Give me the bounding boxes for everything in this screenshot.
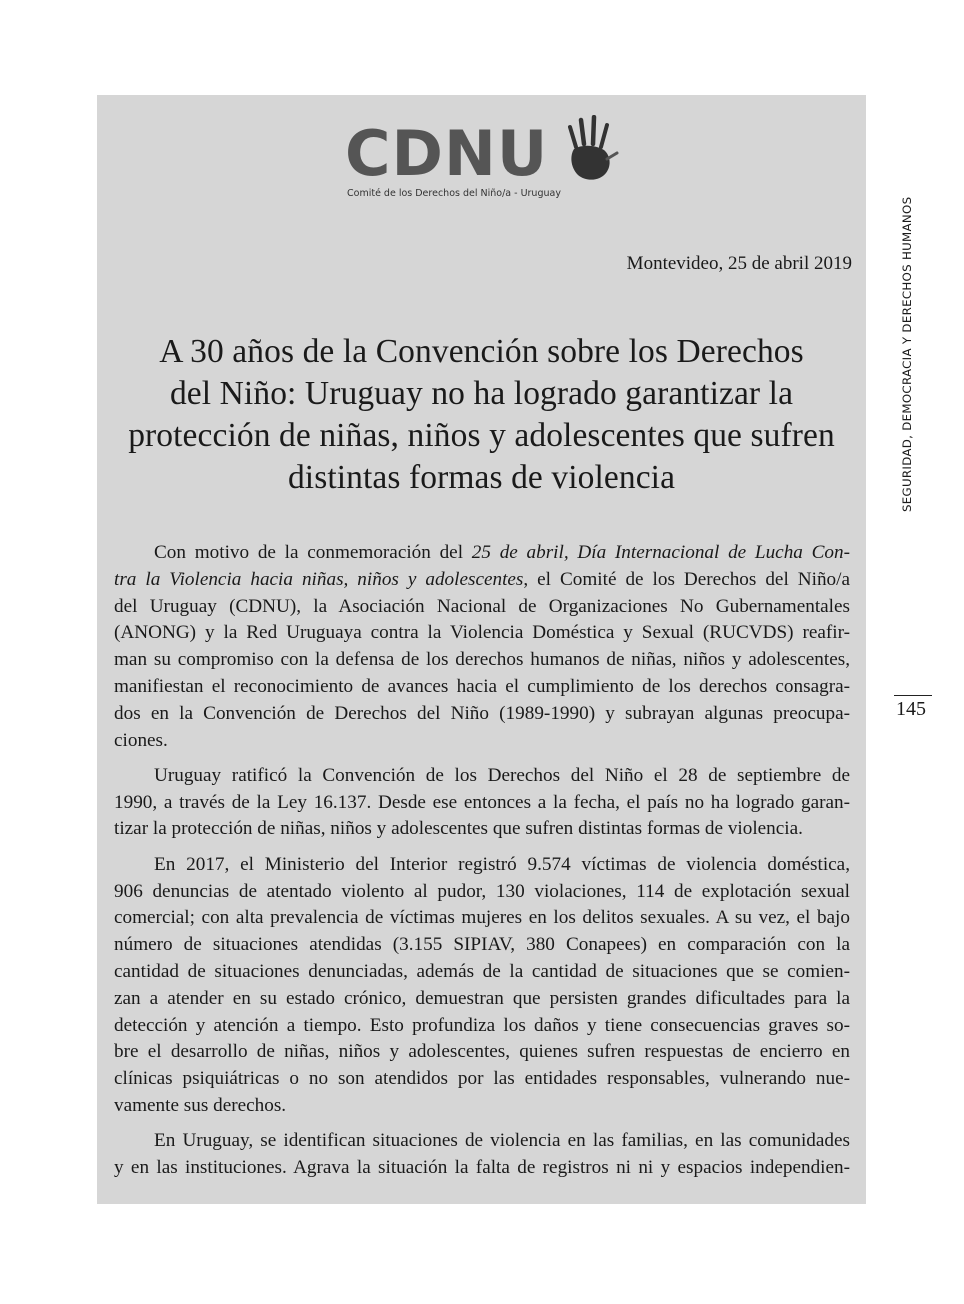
- paragraph-3: [114, 852, 850, 1120]
- logo-wordmark: CDNU: [345, 117, 549, 190]
- letter-body: [114, 540, 850, 1190]
- text-line: bre el desarrollo de niñas, niños y adolescentes, quienes sufren respuestas de encierro en: [114, 1041, 850, 1063]
- cdnu-logo: [345, 115, 625, 205]
- text-line: dos en la Convención de Derechos del Niño (1989-1990) y subrayan algunas preocupa-: [114, 702, 850, 724]
- text-line: 906 denuncias de atentado violento al pudor, 130 violaciones, 114 de explotación sexual: [114, 880, 850, 902]
- page-number-rule: [894, 695, 932, 696]
- section-side-label: SEGURIDAD, DEMOCRACIA Y DERECHOS HUMANOS: [900, 196, 914, 512]
- text-line: [114, 540, 850, 567]
- italic-run: tra la Violencia hacia niñas, niños y adolescentes: [114, 568, 524, 590]
- title-line: protección de niñas, niños y adolescentes que sufren: [128, 417, 835, 454]
- paragraph-4: [114, 1128, 850, 1182]
- paragraph-1: [114, 540, 850, 754]
- title-line: del Niño: Uruguay no ha logrado garantizar la: [169, 375, 794, 412]
- hand-icon: [560, 115, 620, 185]
- text-line: del Uruguay (CDNU), la Asociación Nacional de Organizaciones No Gubernamentales: [114, 595, 850, 617]
- text-line: manifiestan el reconocimiento de avances hacia el cumplimiento de los derechos consagra-: [114, 675, 850, 697]
- text-line: tizar la protección de niñas, niños y adolescentes que sufren distintas formas de violencia.: [114, 818, 803, 840]
- text-line: cantidad de situaciones denunciadas, además de la cantidad de situaciones que se comien-: [114, 960, 850, 982]
- text-line: (ANONG) y la Red Uruguaya contra la Violencia Doméstica y Sexual (RUCVDS) reafir-: [114, 622, 850, 644]
- paragraph-2: [114, 763, 850, 843]
- text-line: vamente sus derechos.: [114, 1094, 287, 1116]
- text-line: clínicas psiquiátricas o no son atendidos por las entidades responsables, vulnerando nue-: [114, 1068, 850, 1090]
- text-line: zan a atender en su estado crónico, demuestran que persisten grandes dificultades para la: [114, 987, 850, 1009]
- text-line: Uruguay ratificó la Convención de los Derechos del Niño el 28 de septiembre de: [154, 764, 850, 786]
- text-line: [114, 567, 850, 594]
- letter-panel: [97, 95, 866, 1204]
- page-number: 145: [896, 698, 926, 720]
- text-run: Con motivo de la conmemoración del: [154, 542, 472, 563]
- text-line: man su compromiso con la defensa de los derechos humanos de niñas, niños y adolescentes,: [114, 649, 850, 671]
- text-line: En Uruguay, se identifican situaciones de violencia en las familias, en las comunidades: [154, 1130, 850, 1152]
- text-line: detección y atención a tiempo. Esto profundiza los daños y tiene consecuencias graves so-: [114, 1014, 850, 1036]
- text-line: comercial; con alta prevalencia de víctimas mujeres en los delitos sexuales. A su vez, el bajo: [114, 907, 850, 929]
- logo-subtitle: Comité de los Derechos del Niño/a - Uruguay: [347, 188, 561, 199]
- italic-run: 25 de abril, Día Internacional de Lucha Con-: [471, 542, 850, 563]
- text-line: 1990, a través de la Ley 16.137. Desde ese entonces a la fecha, el país no ha logrado garan-: [114, 791, 850, 813]
- text-line: ciones.: [114, 729, 168, 751]
- text-line: número de situaciones atendidas (3.155 SIPIAV, 380 Conapees) en comparación con la: [114, 934, 850, 956]
- text-line: y en las instituciones. Agrava la situación la falta de registros ni ni y espacios independien-: [114, 1157, 850, 1179]
- text-run: , el Comité de los Derechos del Niño/a: [523, 568, 850, 590]
- dateline: Montevideo, 25 de abril 2019: [626, 253, 852, 274]
- title-line: A 30 años de la Convención sobre los Derechos: [159, 333, 804, 370]
- title-line: distintas formas de violencia: [287, 459, 676, 496]
- text-line: En 2017, el Ministerio del Interior registró 9.574 víctimas de violencia doméstica,: [154, 853, 850, 875]
- letter-title: [107, 331, 856, 499]
